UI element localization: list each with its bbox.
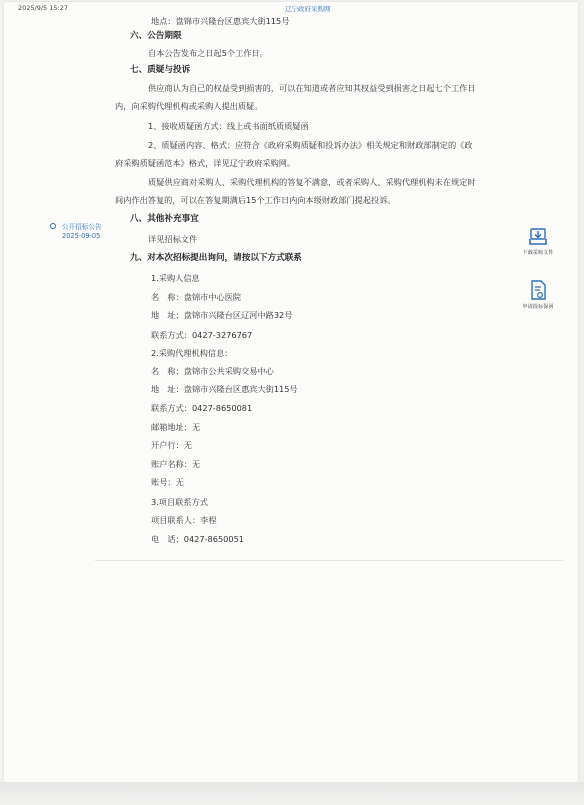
agency-address: 地 址：盘锦市兴隆台区惠宾大街115号 (151, 384, 298, 394)
buyer-heading: 1.采购人信息 (151, 273, 200, 283)
project-phone: 电 话：0427-8650051 (151, 534, 245, 544)
download-documents-label: 下载采购文件 (522, 250, 554, 256)
agency-contact: 联系方式：0427-8650081 (151, 403, 253, 413)
account-number: 账号：无 (151, 477, 184, 487)
section-7-item2-line2: 府采购质疑函范本》格式，详见辽宁政府采购网。 (115, 158, 296, 168)
timeline-label[interactable]: 公开招标公告 (62, 223, 102, 231)
section-6-title: 六、公告期限 (130, 31, 182, 41)
section-7-para1-line2: 内，向采购代理机构或采购人提出质疑。 (115, 101, 263, 111)
download-tray-icon (528, 228, 548, 246)
top-address: 地点：盘锦市兴隆台区惠宾大街115号 (151, 16, 290, 26)
project-contact-person: 项目联系人：李程 (151, 515, 217, 525)
buyer-name: 名 称：盘锦市中心医院 (151, 292, 242, 302)
section-7-para2-line2: 间内作出答复的，可以在答复期满后15个工作日内向本级财政部门提起投诉。 (115, 195, 396, 205)
print-datetime: 2025/9/5 15:27 (18, 4, 68, 12)
agency-name: 名 称：盘锦市公共采购交易中心 (151, 366, 274, 376)
buyer-address: 地 址：盘锦市兴隆台区辽河中路32号 (151, 310, 293, 320)
apply-bid-guarantee-button[interactable] (508, 280, 568, 310)
section-7-item2-line1: 2、质疑函内容、格式：应符合《政府采购质疑和投诉办法》相关规定和财政部制定的《政 (148, 140, 473, 150)
account-name: 账户名称：无 (151, 459, 201, 469)
project-heading: 3.项目联系方式 (151, 497, 208, 507)
bank: 开户行：无 (151, 440, 192, 450)
section-7-title: 七、质疑与投诉 (130, 65, 191, 75)
apply-bid-guarantee-label: 申请投标保函 (522, 304, 554, 310)
section-7-item1: 1、接收质疑函方式：线上或书面纸质质疑函 (148, 121, 309, 131)
section-7-para1-line1: 供应商认为自己的权益受到损害的，可以在知道或者应知其权益受到损害之日起七个工作日 (148, 83, 476, 93)
timeline-date: 2025-09-05 (62, 232, 101, 240)
site-title: 辽宁政府采购网 (285, 5, 331, 13)
buyer-contact: 联系方式：0427-3276767 (151, 330, 253, 340)
section-7-para2-line1: 质疑供应商对采购人、采购代理机构的答复不满意，或者采购人、采购代理机构未在规定时 (148, 177, 476, 187)
content-bottom-divider (95, 560, 563, 561)
scan-bottom-edge (0, 782, 584, 805)
section-8-title: 八、其他补充事宜 (130, 214, 199, 224)
agency-heading: 2.采购代理机构信息： (151, 348, 233, 358)
section-6-text: 自本公告发布之日起5个工作日。 (148, 48, 268, 58)
section-9-title: 九、对本次招标提出询问，请按以下方式联系 (130, 253, 302, 263)
email-address: 邮箱地址：无 (151, 422, 201, 432)
timeline-dot-icon (50, 223, 56, 229)
document-stamp-icon (529, 280, 547, 300)
section-8-text: 详见招标文件 (148, 234, 198, 244)
download-documents-button[interactable] (508, 228, 568, 256)
